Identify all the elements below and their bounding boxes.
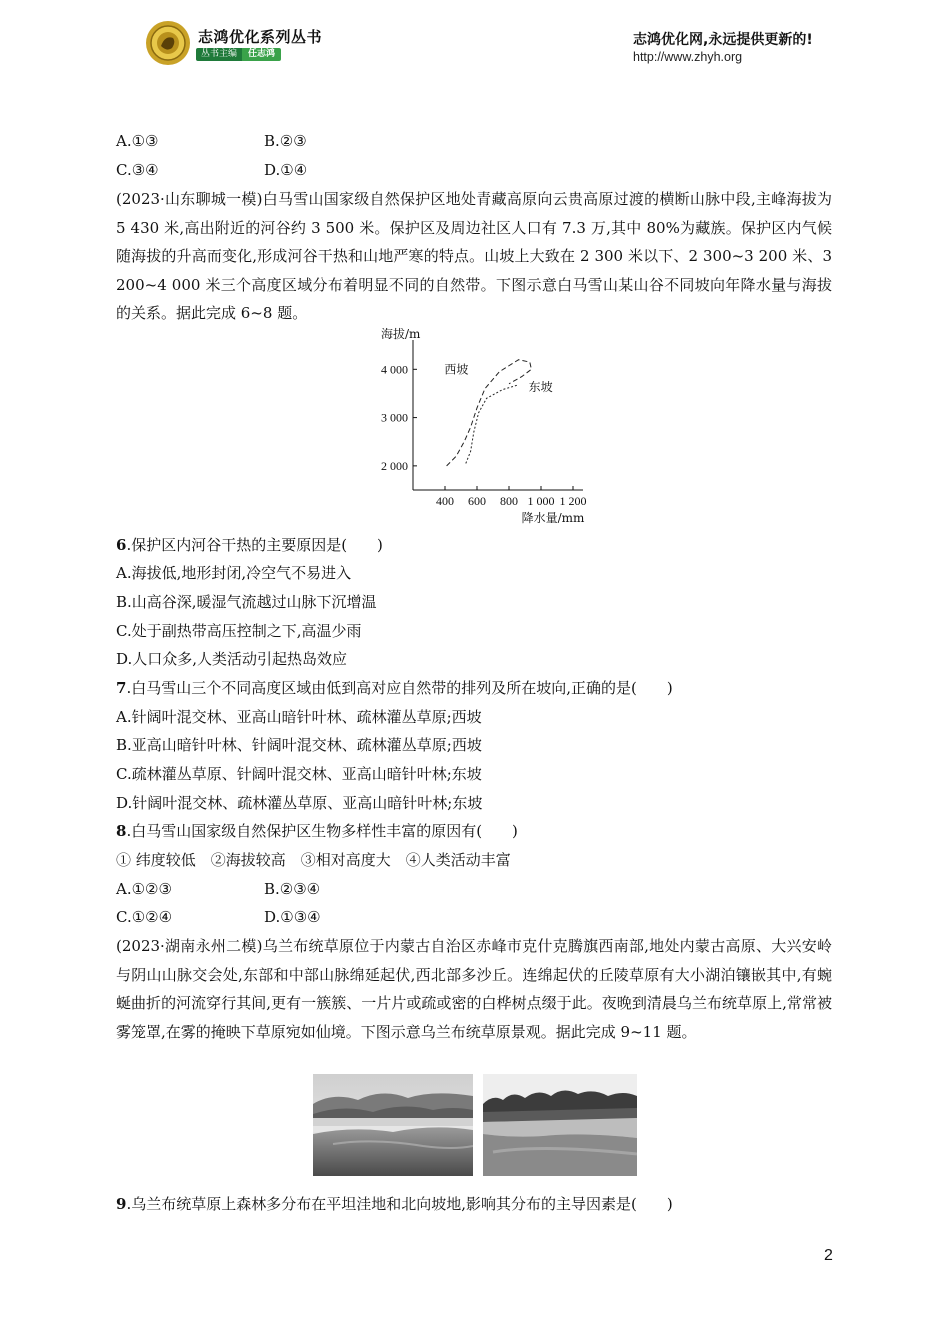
q7-option-b: B.亚高山暗针叶林、针阔叶混交林、疏林灌丛草原;西坡 xyxy=(116,736,482,754)
birch-lake-photo xyxy=(483,1074,637,1176)
brand-editor-tag xyxy=(196,48,281,61)
x-tick-label: 800 xyxy=(500,494,518,508)
q7-stem xyxy=(116,678,673,698)
precipitation-altitude-chart xyxy=(355,322,595,527)
x-tick-label: 1 200 xyxy=(559,494,587,508)
q7-option-c: C.疏林灌丛草原、针阔叶混交林、亚高山暗针叶林;东坡 xyxy=(116,765,482,783)
q6-number: 6 xyxy=(116,536,127,554)
x-tick-label: 1 000 xyxy=(527,494,555,508)
q8-text: .白马雪山国家级自然保护区生物多样性丰富的原因有( ) xyxy=(126,822,518,840)
chart-axes xyxy=(413,340,583,490)
q8-option-a: A.①②③ xyxy=(116,880,172,898)
q9-text: .乌兰布统草原上森林多分布在平坦洼地和北向坡地,影响其分布的主导因素是( ) xyxy=(126,1195,673,1213)
q7-number: 7 xyxy=(116,679,127,697)
brand-sub-label: 丛书主编 xyxy=(196,48,242,61)
q6-option-b: B.山高谷深,暖湿气流越过山脉下沉增温 xyxy=(116,593,377,611)
q6-option-d: D.人口众多,人类活动引起热岛效应 xyxy=(116,650,348,668)
q8-number: 8 xyxy=(116,822,127,840)
x-tick-label: 600 xyxy=(468,494,486,508)
q8-stem xyxy=(116,821,518,841)
grassland-fog-photo xyxy=(313,1074,473,1176)
q9-stem xyxy=(116,1194,673,1214)
site-url-link[interactable]: http://www.zhyh.org xyxy=(633,50,743,64)
q7-text: .白马雪山三个不同高度区域由低到高对应自然带的排列及所在坡向,正确的是( ) xyxy=(126,679,673,697)
brand-seal-logo xyxy=(145,20,191,66)
prev-option-d: D.①④ xyxy=(264,161,308,179)
brand-sub-name: 任志鸿 xyxy=(242,48,281,61)
page-header xyxy=(0,0,950,80)
brand-title: 志鸿优化系列丛书 xyxy=(198,28,323,46)
q8-items: ① 纬度较低 ②海拔较高 ③相对高度大 ④人类活动丰富 xyxy=(116,851,511,869)
passage-baima-snow-mountain: (2023·山东聊城一模)白马雪山国家级自然保护区地处青藏高原向云贵高原过渡的横断山脉中段,主峰海拔为 5 430 米,高出附近的河谷约 3 500 米。保护区及周边社区人口有 7.3 万,其中 80%为藏族。保护区内气候随海拔的升高而变化,形成河谷干热和山地严寒的特点。山坡上大致在 2 300 米以下、2 300~3 200 米、3 200~4 000 米三个高度区域分布着明显不同的自然带。下图示意白马雪山某山谷不同坡向年降水量与海拔的关系。据此完成 6~8 题。 xyxy=(116,190,832,323)
q7-option-d: D.针阔叶混交林、疏林灌丛草原、亚高山暗针叶林;东坡 xyxy=(116,794,483,812)
x-axis-label: 降水量/mm xyxy=(521,511,585,525)
prev-option-c: C.③④ xyxy=(116,161,159,179)
series-label-east-slope: 东坡 xyxy=(528,379,553,394)
y-axis-label: 海拔/m xyxy=(381,327,421,341)
page-number: 2 xyxy=(824,1247,833,1264)
q9-number: 9 xyxy=(116,1195,127,1213)
y-tick-label: 4 000 xyxy=(381,362,408,377)
prev-option-a: A.①③ xyxy=(116,132,159,150)
q8-option-b: B.②③④ xyxy=(264,880,321,898)
chart-labels xyxy=(381,326,587,525)
series-label-west-slope: 西坡 xyxy=(444,362,469,377)
q6-text: .保护区内河谷干热的主要原因是( ) xyxy=(126,536,383,554)
y-tick-label: 3 000 xyxy=(381,410,408,425)
passage-wulanbutong-grassland: (2023·湖南永州二模)乌兰布统草原位于内蒙古自治区赤峰市克什克腾旗西南部,地处内蒙古高原、大兴安岭与阴山山脉交会处,东部和中部山脉绵延起伏,西北部多沙丘。连绵起伏的丘陵草原有大小湖泊镶嵌其中,有蜿蜒曲折的河流穿行其间,更有一簇簇、一片片或疏或密的白桦树点缀于此。夜晚到清晨乌兰布统草原上,常常被雾笼罩,在雾的掩映下草原宛如仙境。下图示意乌兰布统草原景观。据此完成 9~11 题。 xyxy=(116,937,832,1041)
q7-option-a: A.针阔叶混交林、亚高山暗针叶林、疏林灌丛草原;西坡 xyxy=(116,708,482,726)
y-tick-label: 2 000 xyxy=(381,458,408,473)
q8-option-d: D.①③④ xyxy=(264,908,321,926)
q6-option-c: C.处于副热带高压控制之下,高温少雨 xyxy=(116,622,362,640)
prev-option-b: B.②③ xyxy=(264,132,307,150)
q6-option-a: A.海拔低,地形封闭,冷空气不易进入 xyxy=(116,564,352,582)
q6-stem xyxy=(116,535,383,555)
x-tick-label: 400 xyxy=(436,494,454,508)
site-slogan: 志鸿优化网,永远提供更新的! xyxy=(633,32,813,48)
series-line-east-slope xyxy=(466,385,519,464)
q8-option-c: C.①②④ xyxy=(116,908,173,926)
